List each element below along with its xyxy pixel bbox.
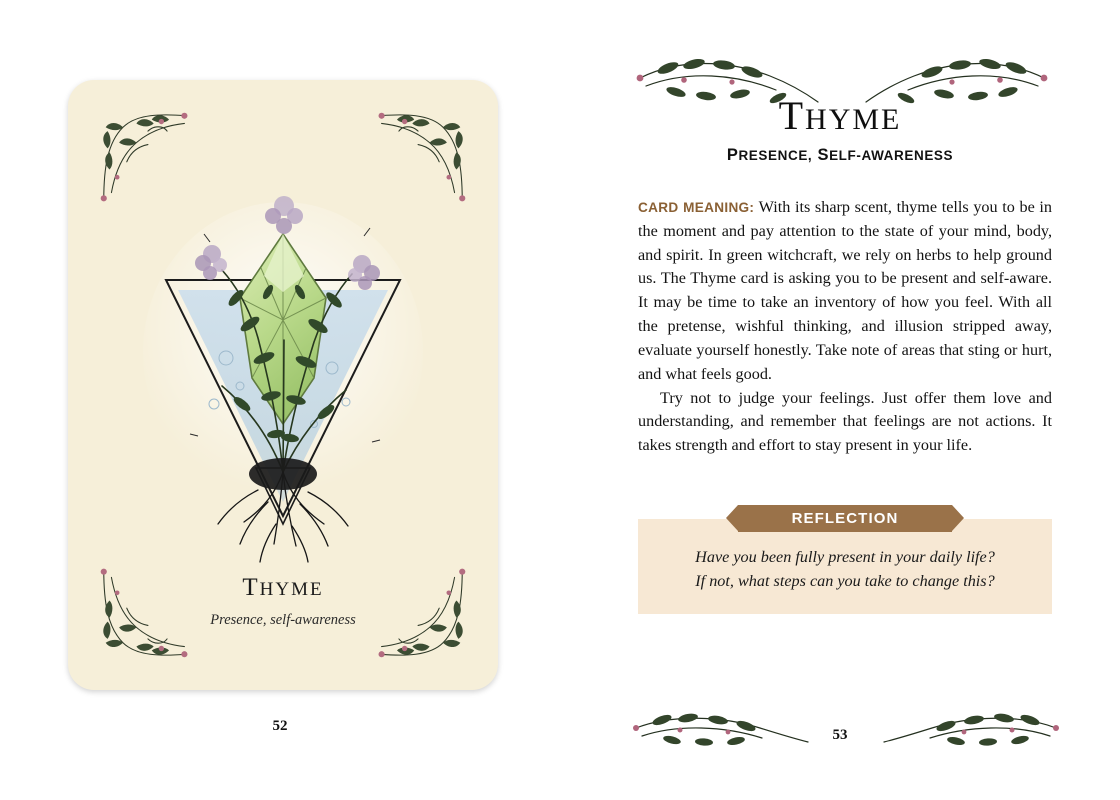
card-subtitle: Presence, self-awareness (210, 612, 356, 628)
page-title-text: THYME (778, 93, 902, 138)
reflection-label: REFLECTION (791, 510, 899, 527)
thyme-crystal-illustration (118, 172, 448, 572)
page-subtitle: PRESENCE, SELF-AWARENESS (726, 146, 954, 164)
reflection-line-1: Have you been fully present in your daily life? (695, 548, 995, 566)
reflection-banner (738, 505, 952, 532)
reflection-box (638, 519, 1052, 614)
page-number-left: 52 (272, 718, 288, 734)
card-meaning-body (638, 196, 1052, 458)
right-page (560, 0, 1120, 800)
paragraph-2: Try not to judge your feelings. Just offer them love and understanding, and remember that feelings are not actions. It takes strength and effort to stay present in your life. (638, 388, 1052, 455)
paragraph-1-text: With its sharp scent, thyme tells you to be in the moment and pay attention to the state of your mind, body, and spirit. In green witchcraft, we rely on herbs to help ground us. The Thyme card is asking you to be present and self-aware. It may be time to take an inventory of how you feel. With all the pretense, wishful thinking, and illusion stripped away, evaluate yourself honestly. Take note of areas that sting or hurt, and what feels good. (638, 198, 1052, 383)
card-title-text: THYME (242, 574, 324, 601)
page-title (560, 92, 1120, 139)
card-meaning-label: CARD MEANING: (638, 200, 755, 215)
page-number-right: 53 (832, 727, 848, 743)
oracle-card[interactable] (68, 80, 498, 690)
paragraph-1 (638, 196, 1052, 387)
reflection-line-2: If not, what steps can you take to change this? (695, 572, 995, 591)
reflection-section (638, 505, 1052, 614)
card-title (68, 574, 498, 602)
